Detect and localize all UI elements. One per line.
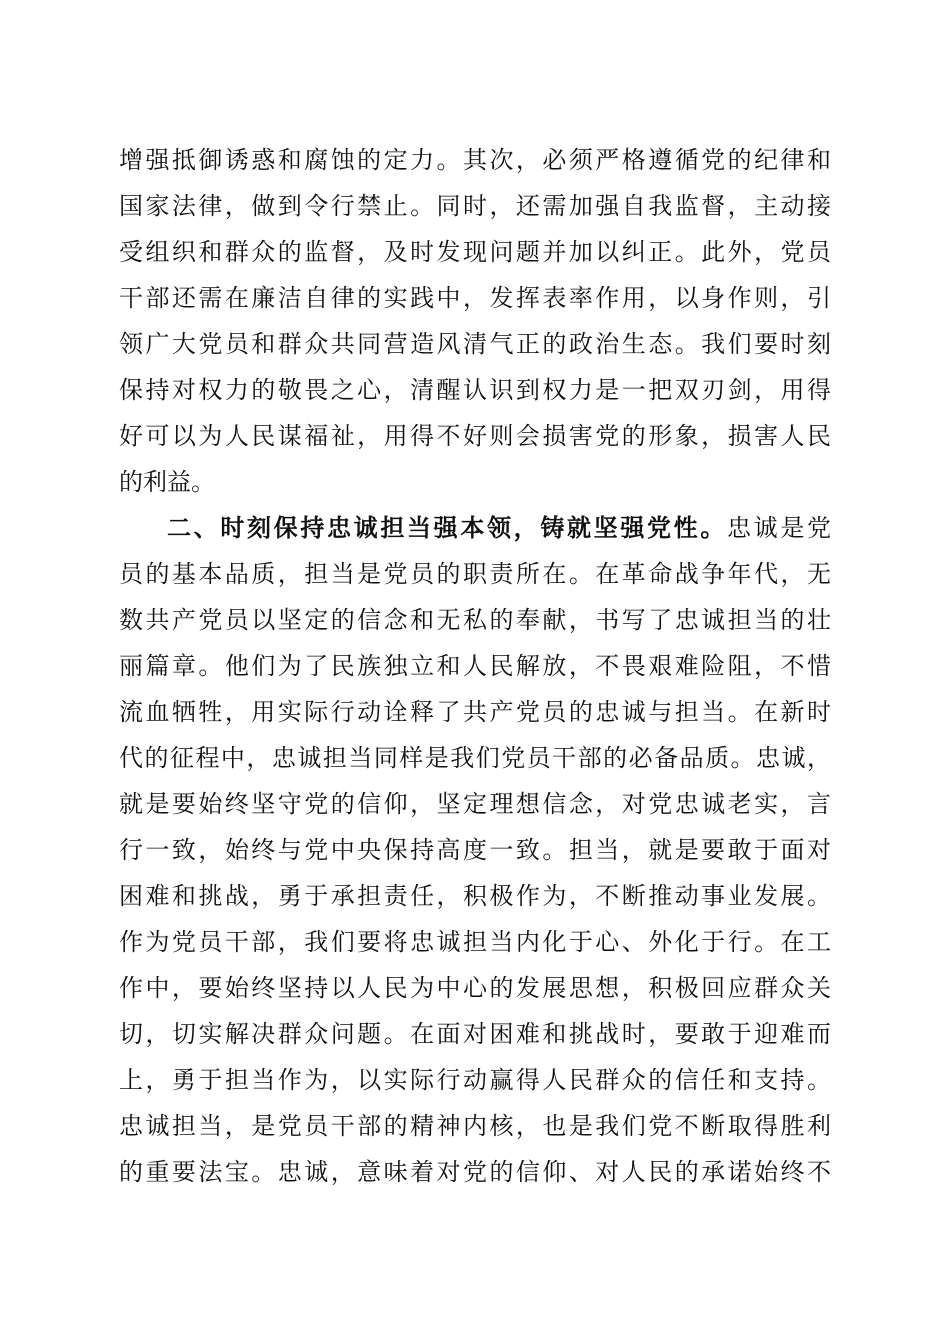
paragraph-2-line-5: 流血牺牲，用实际行动诠释了共产党员的忠诚与担当。在新时 xyxy=(119,698,831,726)
paragraph-1-line-7: 好可以为人民谋福祉，用得不好则会损害党的形象，损害人民 xyxy=(119,422,831,450)
paragraph-2-line-7: 就是要始终坚守党的信仰，坚定理想信念，对党忠诚老实，言 xyxy=(119,790,831,818)
paragraph-2-line-10: 作为党员干部，我们要将忠诚担当内化于心、外化于行。在工 xyxy=(119,928,831,956)
paragraph-1-line-2: 国家法律，做到令行禁止。同时，还需加强自我监督，主动接 xyxy=(119,192,831,220)
section-heading: 二、时刻保持忠诚担当强本领，铸就坚强党性。 xyxy=(167,514,727,542)
paragraph-2-line-8: 行一致，始终与党中央保持高度一致。担当，就是要敢于面对 xyxy=(119,836,831,864)
paragraph-2-first-line-rest: 忠诚是党 xyxy=(727,514,831,542)
paragraph-2-line-9: 困难和挑战，勇于承担责任，积极作为，不断推动事业发展。 xyxy=(119,882,831,910)
paragraph-2-line-11: 作中，要始终坚持以人民为中心的发展思想，积极回应群众关 xyxy=(119,974,831,1002)
paragraph-2-line-13: 上，勇于担当作为，以实际行动赢得人民群众的信任和支持。 xyxy=(119,1066,831,1094)
paragraph-2-line-4: 丽篇章。他们为了民族独立和人民解放，不畏艰难险阻，不惜 xyxy=(119,652,831,680)
paragraph-1-line-8: 的利益。 xyxy=(119,468,215,496)
paragraph-2-first-line xyxy=(167,506,831,550)
paragraph-2-line-3: 数共产党员以坚定的信念和无私的奉献，书写了忠诚担当的壮 xyxy=(119,606,831,634)
paragraph-2-line-6: 代的征程中，忠诚担当同样是我们党员干部的必备品质。忠诚， xyxy=(119,744,831,772)
paragraph-2-line-15: 的重要法宝。忠诚，意味着对党的信仰、对人民的承诺始终不 xyxy=(119,1158,831,1186)
paragraph-1-line-4: 干部还需在廉洁自律的实践中，发挥表率作用，以身作则，引 xyxy=(119,284,831,312)
paragraph-1-line-3: 受组织和群众的监督，及时发现问题并加以纠正。此外，党员 xyxy=(119,238,831,266)
paragraph-2-line-14: 忠诚担当，是党员干部的精神内核，也是我们党不断取得胜利 xyxy=(119,1112,831,1140)
paragraph-1-line-1: 增强抵御诱惑和腐蚀的定力。其次，必须严格遵循党的纪律和 xyxy=(119,146,831,174)
paragraph-2-line-12: 切，切实解决群众问题。在面对困难和挑战时，要敢于迎难而 xyxy=(119,1020,831,1048)
paragraph-1-line-5: 领广大党员和群众共同营造风清气正的政治生态。我们要时刻 xyxy=(119,330,831,358)
paragraph-1-line-6: 保持对权力的敬畏之心，清醒认识到权力是一把双刃剑，用得 xyxy=(119,376,831,404)
paragraph-2-line-2: 员的基本品质，担当是党员的职责所在。在革命战争年代，无 xyxy=(119,560,831,588)
